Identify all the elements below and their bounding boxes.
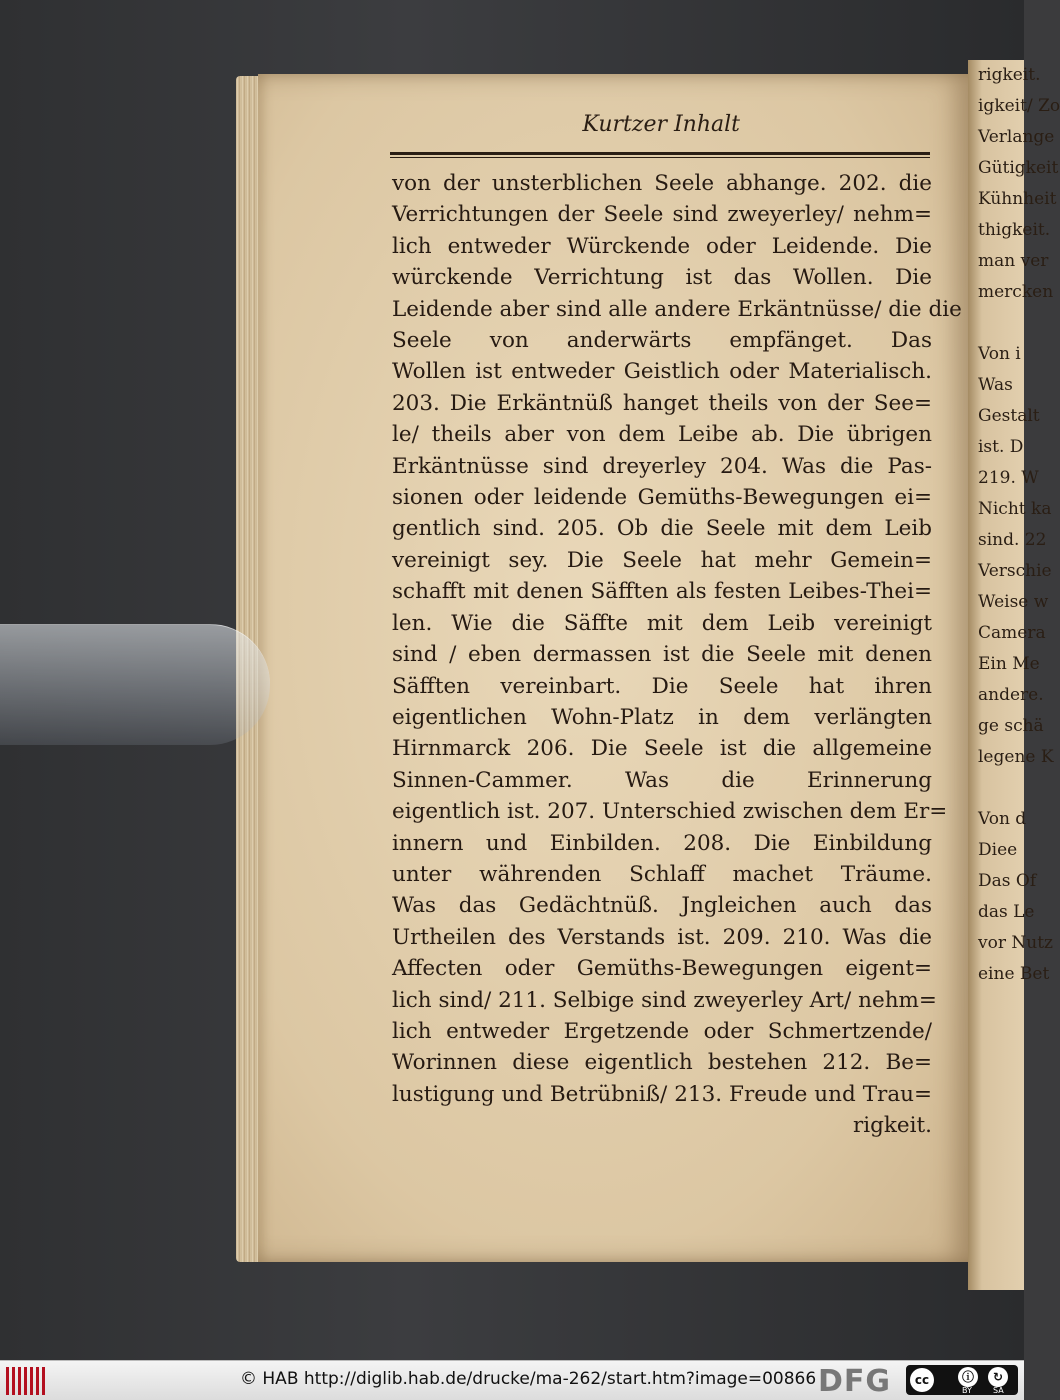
facing-page-fragment: vor Nutz <box>978 933 1053 953</box>
text-line: gentlich sind. 205. Ob die Seele mit dem Leib <box>392 516 932 542</box>
facing-page-fragment: ge schä <box>978 716 1044 736</box>
attribution-icon: ⓘ <box>958 1367 978 1387</box>
text-line: vereinigt sey. Die Seele hat mehr Gemein= <box>392 547 932 573</box>
text-line: lich sind/ 211. Selbige sind zweyerley Art/ nehm= <box>392 987 937 1013</box>
facing-page-fragment: Von d <box>978 809 1027 829</box>
facing-page-fragment: Camera <box>978 623 1046 643</box>
facing-page-fragment: Von i <box>978 344 1021 364</box>
text-line: Was das Gedächtnüß. Jngleichen auch das <box>392 893 932 919</box>
facing-page-fragment: legene K <box>978 747 1054 767</box>
cc-icon: cc <box>910 1368 934 1392</box>
facing-page-fragment: Diee <box>978 840 1018 860</box>
facing-page-fragment: Gütigkeit <box>978 158 1059 178</box>
text-line: sionen oder leidende Gemüths-Bewegungen ei= <box>392 485 932 511</box>
facing-page-fragment: Verlange <box>978 127 1055 147</box>
text-line: innern und Einbilden. 208. Die Einbildung <box>392 830 932 856</box>
facing-page-fragment: man ver <box>978 251 1049 271</box>
facing-page-fragment: ist. D <box>978 437 1024 457</box>
text-line: rigkeit. <box>852 1113 932 1139</box>
text-line: Affecten oder Gemüths-Bewegungen eigent= <box>392 956 932 982</box>
footer-bar <box>0 1360 1024 1400</box>
text-line: eigentlich ist. 207. Unterschied zwischen dem Er= <box>392 799 948 825</box>
text-line: von der unsterblichen Seele abhange. 202. die <box>392 171 932 196</box>
share-alike-icon: ↻ <box>988 1367 1008 1387</box>
text-line: lustigung und Betrübniß/ 213. Freude und Trau= <box>392 1081 932 1107</box>
transparent-page-holder <box>0 624 270 745</box>
facing-page-fragment: andere. <box>978 685 1044 705</box>
dfg-logo: DFG <box>818 1364 892 1399</box>
page-body-text <box>392 168 962 1142</box>
facing-page-fragment: 219. W <box>978 468 1039 488</box>
text-line: würckende Verrichtung ist das Wollen. Die <box>392 265 932 291</box>
by-label: BY <box>962 1386 972 1395</box>
text-line: 203. Die Erkäntnüß hanget theils von der See= <box>392 390 932 416</box>
text-line: unter währenden Schlaff machet Träume. <box>392 861 932 887</box>
text-line: lich entweder Ergetzende oder Schmertzende/ <box>392 1018 932 1044</box>
cc-license-badge[interactable] <box>906 1365 1018 1395</box>
running-head <box>390 112 930 146</box>
text-line: Worinnen diese eigentlich bestehen 212. Be= <box>392 1050 932 1076</box>
copyright-credit[interactable]: © HAB http://diglib.hab.de/drucke/ma-262/start.htm?image=00866 <box>240 1369 817 1389</box>
facing-page-fragment <box>968 773 1024 804</box>
facing-page-fragment: Das Of <box>978 871 1037 891</box>
sa-label: SA <box>993 1386 1004 1395</box>
text-line: Hirnmarck 206. Die Seele ist die allgemeine <box>392 736 932 762</box>
text-line: sind / eben dermassen ist die Seele mit denen <box>392 642 932 668</box>
facing-page-edge <box>968 60 1060 1290</box>
text-line: eigentlichen Wohn-Platz in dem verlängten <box>392 704 932 730</box>
text-line: Urtheilen des Verstands ist. 209. 210. Was die <box>392 924 932 950</box>
facing-page-fragment: thigkeit. <box>978 220 1051 240</box>
text-line: len. Wie die Säffte mit dem Leib vereinigt <box>392 610 932 636</box>
facing-page-fragment: eine Bet <box>978 964 1050 984</box>
text-line: le/ theils aber von dem Leibe ab. Die übrigen <box>392 422 932 448</box>
text-line: Seele von anderwärts empfänget. Das <box>392 328 932 354</box>
text-line: Verrichtungen der Seele sind zweyerley/ nehm= <box>392 202 932 228</box>
text-line: schafft mit denen Säfften als festen Leibes-Thei= <box>392 579 932 605</box>
facing-page-fragment: Nicht ka <box>978 499 1052 519</box>
facing-page-fragment: sind. 22 <box>978 530 1047 550</box>
facing-page-fragment: Kühnheit <box>978 189 1057 209</box>
facing-page-fragment: Was <box>978 375 1013 395</box>
facing-page-fragment: Ein Me <box>978 654 1040 674</box>
text-line: Sinnen-Cammer. Was die Erinnerung <box>392 767 932 793</box>
facing-page-fragment: mercken <box>978 282 1054 302</box>
facing-page-fragment: rigkeit. <box>978 65 1041 85</box>
header-rule <box>390 152 930 158</box>
text-line: Säfften vereinbart. Die Seele hat ihren <box>392 673 932 699</box>
facing-page-fragment <box>968 308 1024 339</box>
facing-page-fragment: igkeit/ Zo <box>978 96 1060 116</box>
text-line: Erkäntnüsse sind dreyerley 204. Was die Pas- <box>392 453 932 479</box>
library-logo-icon <box>6 1367 48 1395</box>
facing-page-fragment: Gestalt <box>978 406 1040 426</box>
facing-page-fragment: Verschie <box>978 561 1052 581</box>
text-line: Wollen ist entweder Geistlich oder Materialisch. <box>392 359 932 385</box>
facing-page-fragment: das Le <box>978 902 1035 922</box>
running-head-text: Kurtzer Inhalt <box>582 112 740 137</box>
facing-page-fragment: Weise w <box>978 592 1049 612</box>
text-line: lich entweder Würckende oder Leidende. Die <box>392 233 932 259</box>
text-line: Leidende aber sind alle andere Erkäntnüsse/ die die <box>392 296 962 322</box>
